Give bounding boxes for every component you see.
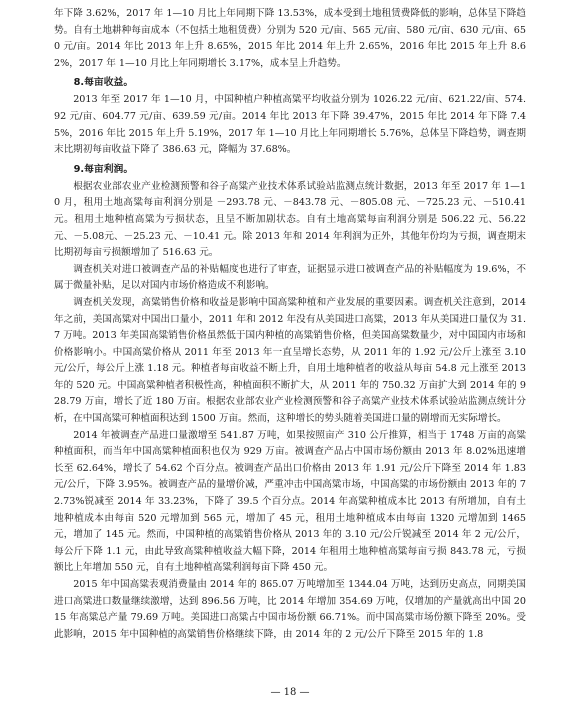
- paragraph-subsidy: 调查机关对进口被调查产品的补贴幅度也进行了审查，证据显示进口被调查产品的补贴幅度为 19.6%，不属于微量补贴，足以对国内市场价格造成不利影响。: [54, 263, 526, 292]
- paragraph-profit: 根据农业部农业产业检测预警和谷子高粱产业技术体系试验站监测点统计数据，2013 年至 2017 年 1—10 月，租用土地高粱每亩利润分别是 －293.78 元、－843.78 元、－805.08 元、－725.23 元、－510.41 元。租用土地种植高粱为亏损状态，且呈不断加剧状态。自有土地高粱每亩利润分别是 506.22 元、56.22 元、－5.08元、－25.23 元、－10.41 元。除 2013 年和 2014 年利润为正外，其他年份均为亏损，调查期末比期初每亩亏损额增加了 516.63 元。: [54, 180, 526, 259]
- paragraph-2015-consumption: 2015 年中国高粱表观消费量由 2014 年的 865.07 万吨增加至 1344.04 万吨，达到历史高点，同期美国进口高粱进口数量继续激增，达到 896.56 万吨，比 2014 年增加 354.69 万吨，仅增加的产量就高出中国 2015 年高粱总产量 79.69 万吨。美国进口高粱占中国市场份额 66.71%。而中国高粱市场份额下降至 20%。受此影响，2015 年中国种植的高粱销售价格继续下降，由 2014 年的 2 元/公斤下降至 2015 年的 1.8: [54, 579, 526, 640]
- page-number: — 18 —: [270, 687, 310, 698]
- paragraph-revenue: 2013 年至 2017 年 1—10 月，中国种植户种植高粱平均收益分别为 1026.22 元/亩、621.22/亩、574.92 元/亩、604.77 元/亩、639.59 元/亩。2014 年比 2013 年下降 39.47%，2015 年比 2014 年下降 7.45%，2016 年比 2015 年上升 5.19%，2017 年 1—10 月比上年同期增长 5.76%，总体呈下降趋势，调查期末比期初每亩收益下降了 386.63 元，降幅为 37.68%。: [54, 94, 526, 156]
- paragraph-cost-continuation: 年下降 3.62%，2017 年 1—10 月比上年同期下降 13.53%，成本受到土地租赁费降低的影响，总体呈下降趋势。自有土地耕种每亩成本（不包括土地租赁费）分别为 520 元/亩、565 元/亩、580 元/亩、630 元/亩、650 元/亩。2014 年比 2013 年上升 8.65%，2015 年比 2014 年上升 2.65%，2016 年比 2015 年上升 8.62%，2017 年 1—10 月比上年同期增长 3.17%，成本呈上升趋势。: [54, 8, 526, 69]
- paragraph-2014-imports: 2014 年被调查产品进口量激增至 541.87 万吨，如果按照亩产 310 公斤推算，相当于 1748 万亩的高粱种植面积，而当年中国高粱种植面积也仅为 929 万亩。被调查产品占中国市场份额由 2013 年 8.02%迅速增长至 62.64%，增长了 54.62 个百分点。被调查产品出口价格由 2013 年 1.91 元/公斤下降至 2014 年 1.83 元/公斤，下降 3.95%。被调查产品的量增价减，严重冲击中国高粱市场，中国高粱的市场份额由 2013 年的 72.73%锐减至 2014 年 33.23%，下降了 39.5 个百分点。2014 年高粱种植成本比 2013 有所增加，自有土地种植成本由每亩 520 元增加到 565 元，增加了 45 元，租用土地种植成本由每亩 1320 元增加到 1465 元，增加了 145 元。然而，中国种植的高粱销售价格从 2013 年的 3.10 元/公斤锐减至 2014 年 2 元/公斤，每公斤下降 1.1 元，由此导致高粱种植收益大幅下降，2014 年租用土地种植高粱每亩亏损 843.78 元，亏损额比上年增加 550 元，自有土地种植高粱利润每亩下降 450 元。: [54, 429, 526, 574]
- section-heading-revenue: 8.每亩收益。: [73, 77, 134, 89]
- paragraph-price-factors: 调查机关发现，高粱销售价格和收益是影响中国高粱种植和产业发展的重要因素。调查机关注意到，2014 年之前，美国高粱对中国出口量小，2011 年和 2012 年没有从美国进口高粱，2013 年从美国进口量仅为 31.7 万吨。2013 年美国高粱销售价格虽然低于国内种植的高粱销售价格，但美国高粱数量少，对中国国内市场和价格影响小。中国高粱价格从 2011 年至 2013 年一直呈增长态势，从 2011 年的 1.92 元/公斤上涨至 3.10 元/公斤，每公斤上涨 1.18 元。种植者每亩收益不断上升，自用土地种植者的收益从每亩 54.8 元上涨至 2013 年的 520 元。中国高粱种植者积极性高，种植面积不断扩大，从 2011 年的 750.32 万亩扩大到 2014 年的 928.79 万亩，增长了近 180 万亩。根据农业部农业产业检测预警和谷子高粱产业技术体系试验站监测点统计分析，在中国高粱可种植面积达到 1500 万亩。然而，这种增长的势头随着美国进口量的剧增而无实际增长。: [54, 296, 526, 425]
- section-heading-profit: 9.每亩利润。: [73, 163, 134, 175]
